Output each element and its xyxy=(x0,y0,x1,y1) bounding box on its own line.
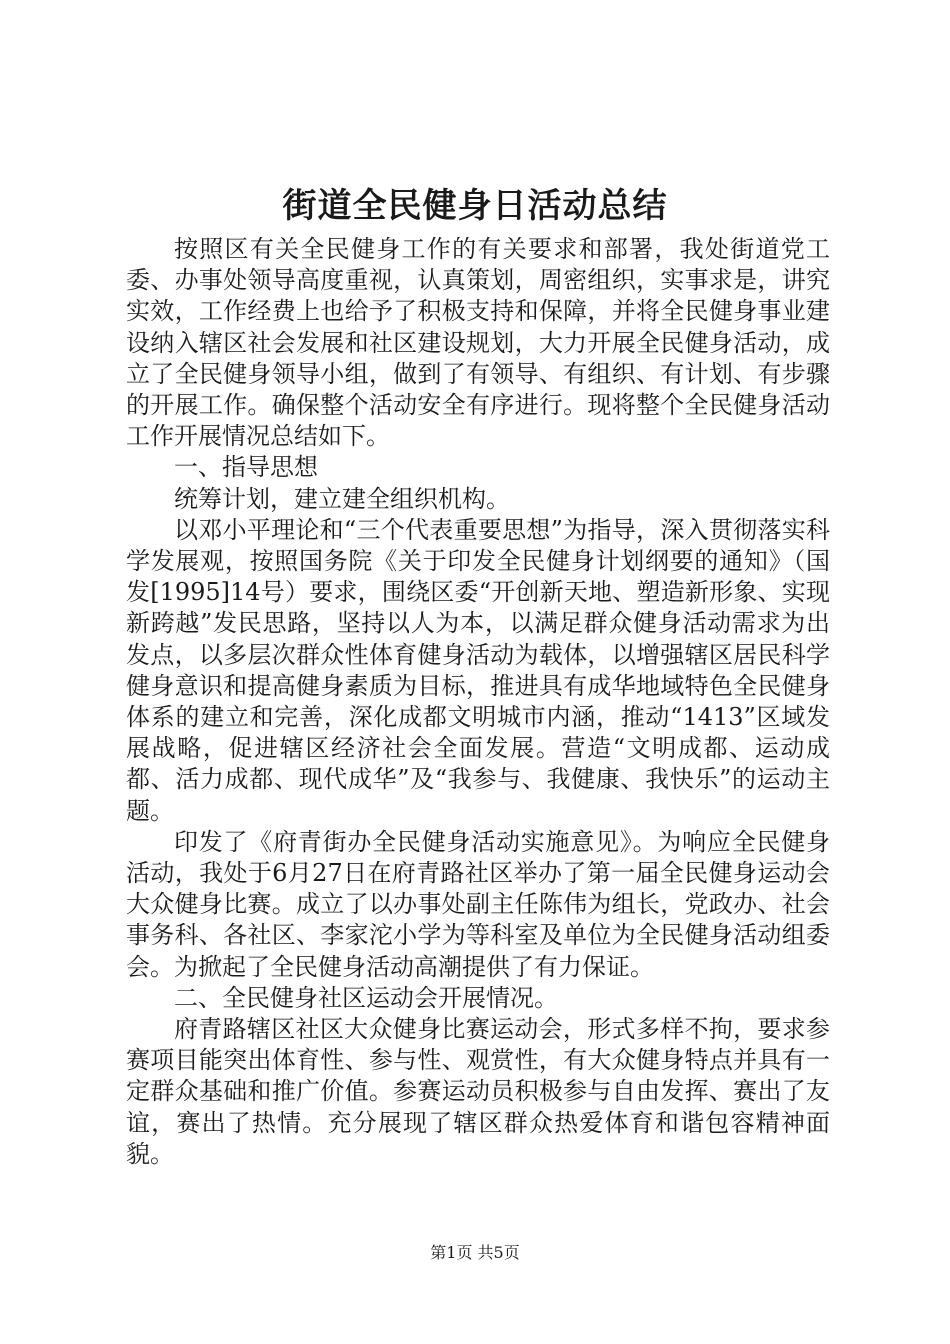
paragraph-guidance: 以邓小平理论和“三个代表重要思想”为指导，深入贯彻落实科学发展观，按照国务院《关于印发全民健身计划纲要的通知》（国发[1995]14号）要求，围绕区委“开创新天地、塑造新形象、实现新跨越”发民思路，坚持以人为本，以满足群众健身活动需求为出发点，以多层次群众性体育健身活动为载体，以增强辖区居民科学健身意识和提高健身素质为目标，推进具有成华地域特色全民健身体系的建立和完善，深化成都文明城市内涵，推动“1413”区域发展战略，促进辖区经济社会全面发展。营造“文明成都、运动成都、活力成都、现代成华”及“我参与、我健康、我快乐”的运动主题。 xyxy=(126,515,830,825)
paragraph-intro: 按照区有关全民健身工作的有关要求和部署，我处街道党工委、办事处领导高度重视，认真策划，周密组织，实事求是，讲究实效，工作经费上也给予了积极支持和保障，并将全民健身事业建设纳入辖区社会发展和社区建设规划，大力开展全民健身活动，成立了全民健身领导小组，做到了有领导、有组织、有计划、有步骤的开展工作。确保整个活动安全有序进行。现将整个全民健身活动工作开展情况总结如下。 xyxy=(126,235,830,451)
section-heading-sports-meet: 二、全民健身社区运动会开展情况。 xyxy=(174,983,558,1012)
paragraph-sports-meet: 府青路辖区社区大众健身比赛运动会，形式多样不拘，要求参赛项目能突出体育性、参与性、观赏性，有大众健身特点并具有一定群众基础和推广价值。参赛运动员积极参与自由发挥、赛出了友谊，赛出了热情。充分展现了辖区群众热爱体育和谐包容精神面貌。 xyxy=(126,1015,830,1168)
page-footer: 第1页 共5页 xyxy=(430,1243,520,1262)
document-title: 街道全民健身日活动总结 xyxy=(282,186,668,226)
paragraph-implementation: 印发了《府青街办全民健身活动实施意见》。为响应全民健身活动，我处于6月27日在府青路社区举办了第一届全民健身运动会大众健身比赛。成立了以办事处副主任陈伟为组长，党政办、社会事务科、各社区、李家沱小学为等科室及单位为全民健身活动组委会。为掀起了全民健身活动高潮提供了有力保证。 xyxy=(126,827,830,981)
paragraph-organization: 统筹计划，建立建全组织机构。 xyxy=(174,484,510,513)
section-heading-guiding-thought: 一、指导思想 xyxy=(174,453,318,482)
document-body xyxy=(126,234,830,1170)
